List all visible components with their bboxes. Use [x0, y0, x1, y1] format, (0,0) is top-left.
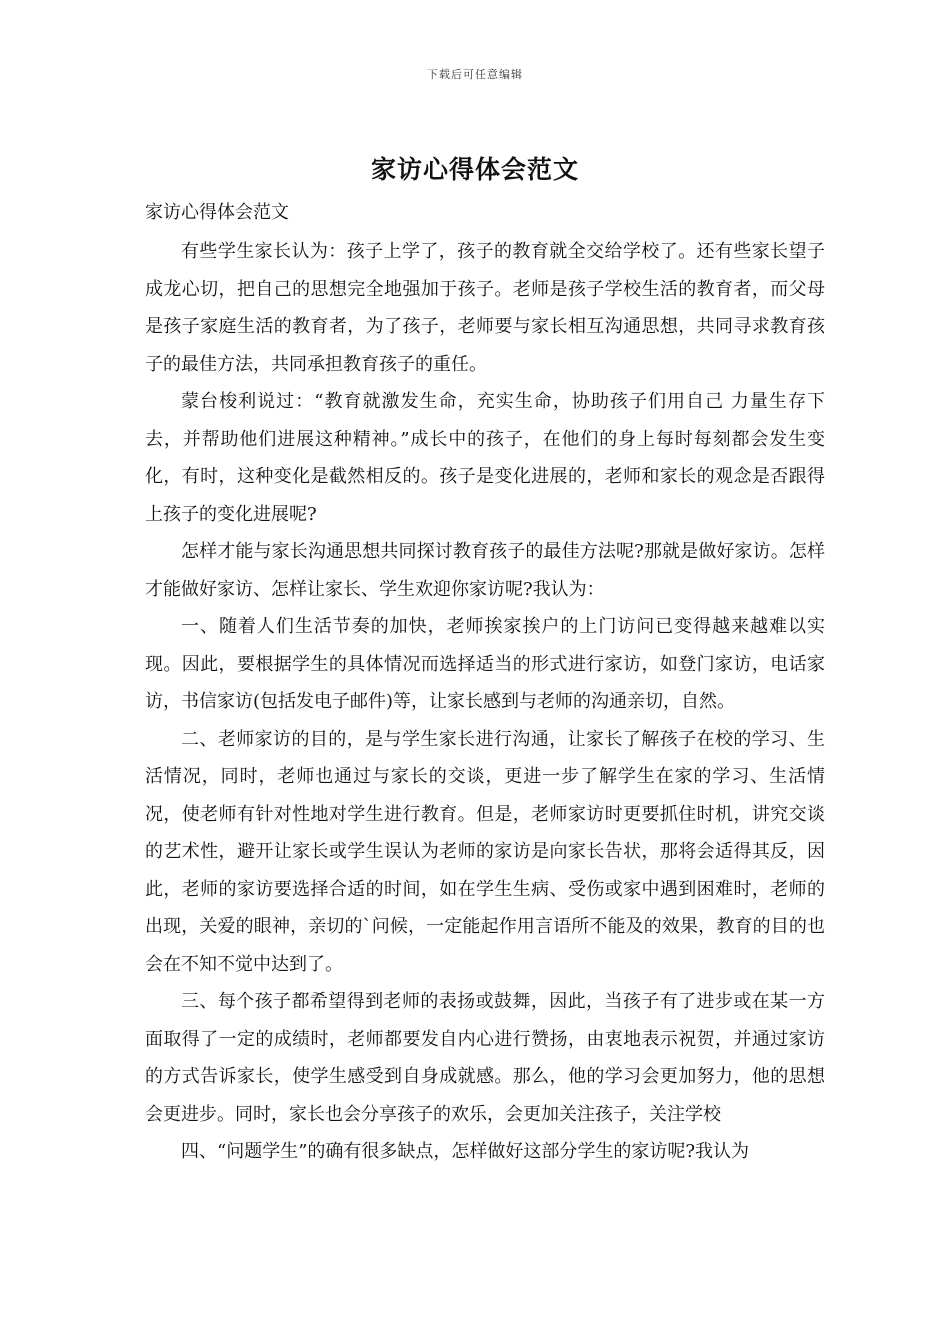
paragraph-montessori: 蒙台梭利说过：“教育就激发生命，充实生命，协助孩子们用自己 力量生存下去，并帮助他们进展这种精神。”成长中的孩子，在他们的身上每时每刻都会发生变化，有时，这种变化是截然相反的。孩子是变化进展的，老师和家长的观念是否跟得上孩子的变化进展呢?: [145, 391, 825, 525]
paragraph-point-4: 四、“问题学生”的确有很多缺点，怎样做好这部分学生的家访呢?我认为: [181, 1141, 750, 1162]
paragraph-point-2: 二、老师家访的目的，是与学生家长进行沟通，让家长了解孩子在校的学习、生活情况，同时，老师也通过与家长的交谈，更进一步了解学生在家的学习、生活情况，使老师有针对性地对学生进行教育。但是，老师家访时更要抓住时机，讲究交谈的艺术性，避开让家长或学生误认为老师的家访是向家长告状，那将会适得其反，因此，老师的家访要选择合适的时间，如在学生生病、受伤或家中遇到困难时，老师的出现，关爱的眼神，亲切的`问候，一定能起作用言语所不能及的效果，教育的目的也会在不知不觉中达到了。: [145, 728, 825, 975]
document-body: [145, 197, 825, 1171]
document-subtitle: 家访心得体会范文: [145, 202, 289, 223]
paragraph-question: 怎样才能与家长沟通思想共同探讨教育孩子的最佳方法呢?那就是做好家访。怎样才能做好家访、怎样让家长、学生欢迎你家访呢?我认为：: [145, 541, 825, 600]
document-title: 家访心得体会范文: [370, 155, 579, 184]
header-note: 下载后可任意编辑: [427, 68, 523, 81]
paragraph-intro: 有些学生家长认为：孩子上学了，孩子的教育就全交给学校了。还有些家长望子成龙心切，把自己的思想完全地强加于孩子。老师是孩子学校生活的教育者，而父母是孩子家庭生活的教育者，为了孩子，老师要与家长相互沟通思想，共同寻求教育孩子的最佳方法，共同承担教育孩子的重任。: [145, 241, 825, 375]
paragraph-point-1: 一、随着人们生活节奏的加快，老师挨家挨户的上门访问已变得越来越难以实现。因此，要根据学生的具体情况而选择适当的形式进行家访，如登门家访，电话家访，书信家访(包括发电子邮件)等，让家长感到与老师的沟通亲切，自然。: [145, 616, 825, 712]
paragraph-point-3: 三、每个孩子都希望得到老师的表扬或鼓舞，因此，当孩子有了进步或在某一方面取得了一定的成绩时，老师都要发自内心进行赞扬，由衷地表示祝贺，并通过家访的方式告诉家长，使学生感受到自身成就感。那么，他的学习会更加努力，他的思想会更进步。同时，家长也会分享孩子的欢乐，会更加关注孩子，关注学校: [145, 991, 825, 1125]
